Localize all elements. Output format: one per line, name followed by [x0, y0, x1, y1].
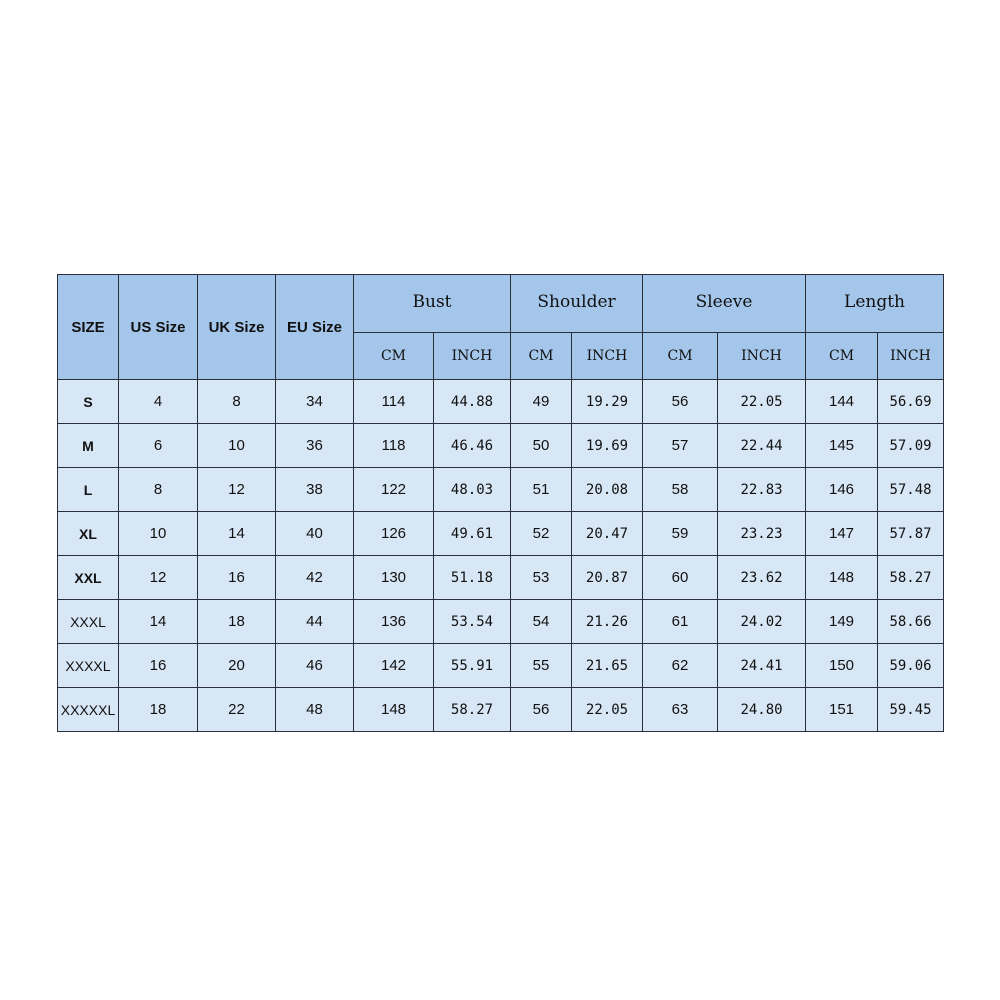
bust-inch-cell: 55.91	[434, 644, 511, 688]
eu-size-cell: 36	[276, 424, 354, 468]
length-inch-cell: 57.48	[878, 468, 944, 512]
length-cm-cell: 145	[806, 424, 878, 468]
us-size-cell: 6	[119, 424, 198, 468]
sleeve-inch-cell: 24.02	[718, 600, 806, 644]
header-us-size: US Size	[119, 275, 198, 380]
sleeve-inch-cell: 22.44	[718, 424, 806, 468]
us-size-cell: 4	[119, 380, 198, 424]
shoulder-cm-cell: 50	[511, 424, 572, 468]
uk-size-cell: 8	[198, 380, 276, 424]
uk-size-cell: 22	[198, 688, 276, 732]
length-cm-cell: 148	[806, 556, 878, 600]
size-chart-table	[57, 274, 944, 732]
length-inch-cell: 56.69	[878, 380, 944, 424]
header-sleeve-cm: CM	[643, 333, 718, 380]
bust-cm-cell: 118	[354, 424, 434, 468]
uk-size-cell: 20	[198, 644, 276, 688]
uk-size-cell: 14	[198, 512, 276, 556]
header-bust-cm: CM	[354, 333, 434, 380]
shoulder-cm-cell: 56	[511, 688, 572, 732]
bust-inch-cell: 49.61	[434, 512, 511, 556]
header-eu-size: EU Size	[276, 275, 354, 380]
length-cm-cell: 150	[806, 644, 878, 688]
table-row	[58, 556, 944, 600]
bust-inch-cell: 58.27	[434, 688, 511, 732]
length-cm-cell: 149	[806, 600, 878, 644]
shoulder-inch-cell: 21.65	[572, 644, 643, 688]
sleeve-inch-cell: 24.41	[718, 644, 806, 688]
shoulder-cm-cell: 51	[511, 468, 572, 512]
header-sleeve: Sleeve	[643, 275, 806, 333]
us-size-cell: 8	[119, 468, 198, 512]
header-shoulder: Shoulder	[511, 275, 643, 333]
shoulder-cm-cell: 49	[511, 380, 572, 424]
bust-inch-cell: 51.18	[434, 556, 511, 600]
sleeve-cm-cell: 63	[643, 688, 718, 732]
shoulder-inch-cell: 20.47	[572, 512, 643, 556]
header-row-groups	[58, 275, 944, 333]
header-shoulder-cm: CM	[511, 333, 572, 380]
table-row	[58, 512, 944, 556]
us-size-cell: 12	[119, 556, 198, 600]
table-row	[58, 468, 944, 512]
header-bust: Bust	[354, 275, 511, 333]
size-cell: XL	[58, 512, 119, 556]
shoulder-inch-cell: 20.08	[572, 468, 643, 512]
bust-cm-cell: 126	[354, 512, 434, 556]
us-size-cell: 10	[119, 512, 198, 556]
length-cm-cell: 151	[806, 688, 878, 732]
sleeve-cm-cell: 59	[643, 512, 718, 556]
table-row	[58, 380, 944, 424]
length-cm-cell: 147	[806, 512, 878, 556]
shoulder-cm-cell: 53	[511, 556, 572, 600]
table-row	[58, 600, 944, 644]
shoulder-cm-cell: 54	[511, 600, 572, 644]
table-row	[58, 424, 944, 468]
eu-size-cell: 44	[276, 600, 354, 644]
header-bust-inch: INCH	[434, 333, 511, 380]
sleeve-cm-cell: 61	[643, 600, 718, 644]
size-cell: XXXL	[58, 600, 119, 644]
size-cell: L	[58, 468, 119, 512]
shoulder-cm-cell: 52	[511, 512, 572, 556]
eu-size-cell: 38	[276, 468, 354, 512]
length-cm-cell: 144	[806, 380, 878, 424]
sleeve-cm-cell: 57	[643, 424, 718, 468]
header-sleeve-inch: INCH	[718, 333, 806, 380]
header-length: Length	[806, 275, 944, 333]
sleeve-cm-cell: 60	[643, 556, 718, 600]
eu-size-cell: 46	[276, 644, 354, 688]
bust-cm-cell: 148	[354, 688, 434, 732]
sleeve-inch-cell: 22.83	[718, 468, 806, 512]
us-size-cell: 14	[119, 600, 198, 644]
shoulder-inch-cell: 22.05	[572, 688, 643, 732]
shoulder-inch-cell: 20.87	[572, 556, 643, 600]
length-inch-cell: 58.66	[878, 600, 944, 644]
shoulder-cm-cell: 55	[511, 644, 572, 688]
table-row	[58, 688, 944, 732]
eu-size-cell: 34	[276, 380, 354, 424]
bust-cm-cell: 130	[354, 556, 434, 600]
sleeve-inch-cell: 22.05	[718, 380, 806, 424]
uk-size-cell: 16	[198, 556, 276, 600]
shoulder-inch-cell: 19.69	[572, 424, 643, 468]
size-cell: S	[58, 380, 119, 424]
sleeve-inch-cell: 23.62	[718, 556, 806, 600]
length-inch-cell: 58.27	[878, 556, 944, 600]
header-uk-size: UK Size	[198, 275, 276, 380]
length-cm-cell: 146	[806, 468, 878, 512]
sleeve-cm-cell: 56	[643, 380, 718, 424]
uk-size-cell: 18	[198, 600, 276, 644]
sleeve-cm-cell: 58	[643, 468, 718, 512]
bust-cm-cell: 114	[354, 380, 434, 424]
header-shoulder-inch: INCH	[572, 333, 643, 380]
header-size: SIZE	[58, 275, 119, 380]
length-inch-cell: 59.06	[878, 644, 944, 688]
bust-inch-cell: 48.03	[434, 468, 511, 512]
us-size-cell: 18	[119, 688, 198, 732]
bust-cm-cell: 136	[354, 600, 434, 644]
bust-inch-cell: 46.46	[434, 424, 511, 468]
eu-size-cell: 48	[276, 688, 354, 732]
bust-cm-cell: 142	[354, 644, 434, 688]
uk-size-cell: 12	[198, 468, 276, 512]
size-cell: XXXXL	[58, 644, 119, 688]
us-size-cell: 16	[119, 644, 198, 688]
shoulder-inch-cell: 19.29	[572, 380, 643, 424]
size-cell: M	[58, 424, 119, 468]
sleeve-inch-cell: 24.80	[718, 688, 806, 732]
header-length-cm: CM	[806, 333, 878, 380]
size-cell: XXXXXL	[58, 688, 119, 732]
eu-size-cell: 40	[276, 512, 354, 556]
size-cell: XXL	[58, 556, 119, 600]
length-inch-cell: 57.87	[878, 512, 944, 556]
length-inch-cell: 57.09	[878, 424, 944, 468]
uk-size-cell: 10	[198, 424, 276, 468]
sleeve-cm-cell: 62	[643, 644, 718, 688]
eu-size-cell: 42	[276, 556, 354, 600]
bust-inch-cell: 44.88	[434, 380, 511, 424]
bust-inch-cell: 53.54	[434, 600, 511, 644]
header-length-inch: INCH	[878, 333, 944, 380]
bust-cm-cell: 122	[354, 468, 434, 512]
shoulder-inch-cell: 21.26	[572, 600, 643, 644]
table-row	[58, 644, 944, 688]
length-inch-cell: 59.45	[878, 688, 944, 732]
sleeve-inch-cell: 23.23	[718, 512, 806, 556]
